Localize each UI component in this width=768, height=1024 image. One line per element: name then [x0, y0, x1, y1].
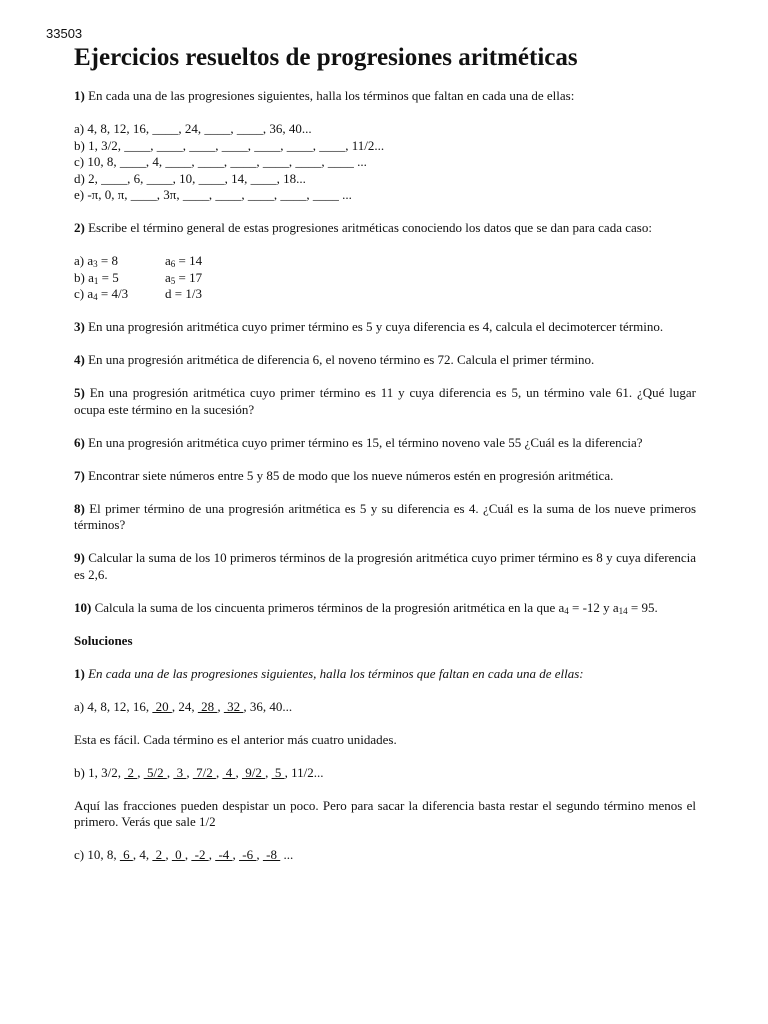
page-content [74, 42, 696, 864]
solution-a: a) 4, 8, 12, 16, 20 , 24, 28 , 32 , 36, 40... [74, 698, 293, 714]
exercise-number: 1) [74, 88, 85, 103]
exercise-text: En cada una de las progresiones siguientes, halla los términos que faltan en cada una de ellas: [88, 88, 575, 103]
solution-b-note: Aquí las fracciones pueden despistar un poco. Pero para sacar la diferencia basta restar el segundo término menos el primero. Verás que sale 1/2 [74, 797, 696, 829]
exercise-5: 5) En una progresión aritmética cuyo primer término es 11 y cuya diferencia es 5, un término vale 61. ¿Qué lugar ocupa este término en la sucesión? [74, 385, 697, 417]
data-left: b) $a_1 = 5$ [74, 269, 119, 286]
data-right: $a_6 = 14$ [165, 253, 203, 269]
solutions-heading: Soluciones [74, 632, 133, 648]
data-left: a) $a_3 = 8$ [74, 253, 118, 269]
solution-c: c) 10, 8, 6 , 4, 2 , 0 , -2 , -4 , -6 , -8 ... [74, 847, 294, 862]
exercise-4: 4) En una progresión aritmética de diferencia 6, el noveno término es 72. Calcula el primer término. [74, 352, 595, 367]
list-item: d) 2, ____, 6, ____, 10, ____, 14, ____, 18... [74, 170, 306, 186]
list-item: a) 4, 8, 12, 16, ____, 24, ____, ____, 36, 40... [74, 121, 312, 136]
exercise-text: Escribe el término general de estas progresiones aritméticas conociendo los datos que se dan para cada caso: [88, 220, 652, 235]
exercise-number: 2) [74, 220, 85, 235]
data-row [74, 253, 696, 270]
list-item: b) 1, 3/2, ____, ____, ____, ____, ____, ____, ____, 11/2... [74, 137, 385, 153]
data-left: c) $a_4 = 4/3$ [74, 286, 129, 302]
exercise-1 [74, 88, 696, 105]
data-right: $a_5 = 17$ [165, 269, 203, 286]
exercise-9: 9) Calcular la suma de los 10 primeros términos de la progresión aritmética cuyo primer término es 8 y cuya diferencia es 2,6. [74, 550, 696, 582]
data-right: d = 1/3 [165, 286, 202, 301]
page-title: Ejercicios resueltos de progresiones aritméticas [74, 44, 578, 71]
solution-a-note: Esta es fácil. Cada término es el anterior más cuatro unidades. [74, 731, 397, 747]
exercise-7: 7) Encontrar siete números entre 5 y 85 de modo que los nueve números estén en progresión aritmética. [74, 467, 614, 483]
list-item: e) -π, 0, π, ____, 3π, ____, ____, ____, ____, ____ ... [74, 187, 352, 202]
document-id: 33503 [46, 26, 83, 41]
solution-1: 1) En cada una de las progresiones siguientes, halla los términos que faltan en cada una de ellas: [74, 665, 584, 681]
exercise-8: 8) El primer término de una progresión aritmética es 5 y su diferencia es 4. ¿Cuál es la suma de los nueve primeros términos? [74, 500, 697, 532]
list-item: c) 10, 8, ____, 4, ____, ____, ____, ____, ____, ____ ... [74, 154, 367, 169]
exercise-6: 6) En una progresión aritmética cuyo primer término es 15, el término noveno vale 55 ¿Cuál es la diferencia? [74, 434, 643, 450]
exercise-2 [74, 220, 696, 237]
exercise-10: 10) Calcula la suma de los cincuenta primeros términos de la progresión aritmética en la que $a_4 = -12$ y $a_{14} = 95$. [74, 599, 658, 616]
data-row [74, 270, 696, 287]
solution-b: b) 1, 3/2, 2 , 5/2 , 3 , 7/2 , 4 , 9/2 , 5 , 11/2... [74, 764, 324, 780]
exercise-3: 3) En una progresión aritmética cuyo primer término es 5 y cuya diferencia es 4, calcula el decimotercer término. [74, 319, 664, 334]
data-row [74, 286, 696, 303]
